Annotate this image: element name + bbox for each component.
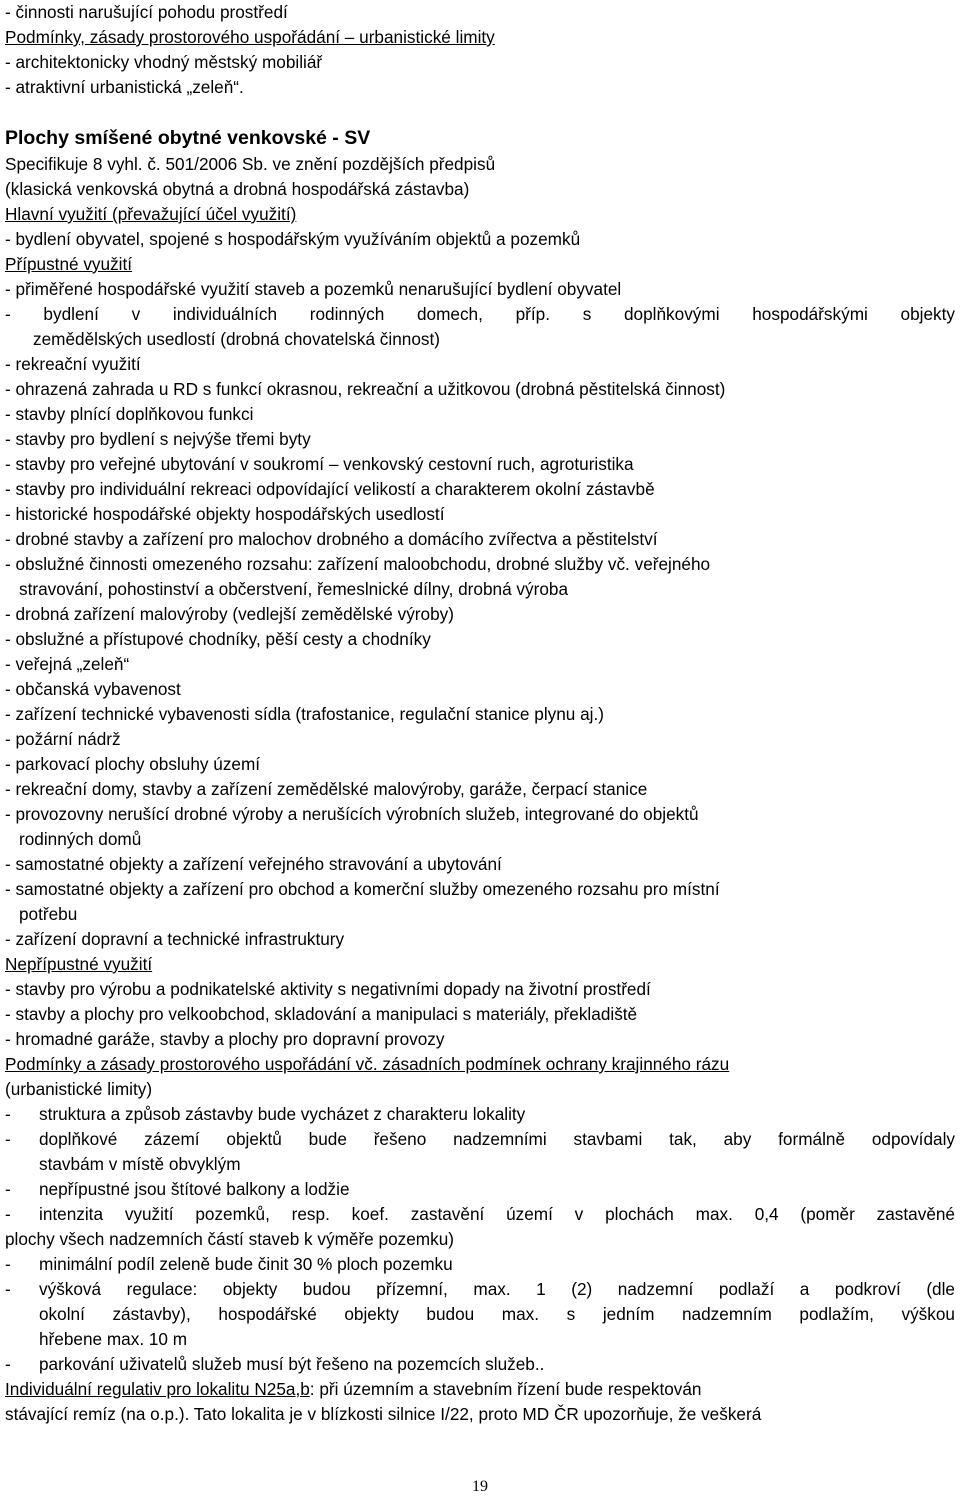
list-item: - drobná zařízení malovýroby (vedlejší zemědělské výroby) [5,604,454,624]
list-dash: - [5,1254,11,1274]
list-item: - parkovací plochy obsluhy území [5,754,261,774]
list-item-continuation: zemědělských usedlostí (drobná chovatelská činnost) [33,329,440,349]
list-dash: - [5,1104,11,1124]
list-item: - zařízení technické vybavenosti sídla (trafostanice, regulační stanice plynu aj.) [5,704,604,724]
list-item-text: výšková regulace: objekty budou přízemní, max. 1 (2) nadzemní podlaží a podkroví (dle [39,1279,955,1299]
list-dash [5,1327,39,1352]
conditions-heading: Podmínky a zásady prostorového uspořádání vč. zásadních podmínek ochrany krajinného rázu [5,1054,730,1074]
list-item: - bydlení v individuálních rodinných domech, příp. s doplňkovými hospodářskými objekty [5,304,955,324]
list-item: - přiměřené hospodářské využití staveb a pozemků nenarušující bydlení obyvatel [5,279,622,299]
list-item-continuation: potřebu [19,904,78,924]
list-dash [5,1302,39,1327]
list-item [5,1327,955,1352]
list-item: - stavby pro veřejné ubytování v soukromí – venkovský cestovní ruch, agroturistika [5,454,634,474]
list-item: - provozovny nerušící drobné výroby a nerušících výrobních služeb, integrované do objektů [5,804,699,824]
list-item [5,1127,955,1152]
list-item-text: doplňkové zázemí objektů bude řešeno nadzemními stavbami tak, aby formálně odpovídaly [39,1129,955,1149]
list-item-text: parkování uživatelů služeb musí být řešeno na pozemcích služeb.. [39,1354,545,1374]
spec-line: (klasická venkovská obytná a drobná hospodářská zástavba) [5,179,470,199]
spacer [5,100,955,125]
prohibited-heading: Nepřípustné využití [5,954,153,974]
regulative-heading: Individuální regulativ pro lokalitu N25a,b [5,1379,310,1399]
list-item: - stavby a plochy pro velkoobchod, skladování a manipulaci s materiály, překladiště [5,1004,638,1024]
list-item-continuation: plochy všech nadzemních částí staveb k výměře pozemku) [5,1229,454,1249]
permitted-heading: Přípustné využití [5,254,133,274]
list-item: - zařízení dopravní a technické infrastruktury [5,929,345,949]
regulative-text: : při územním a stavebním řízení bude respektován [309,1379,702,1399]
list-item [5,1152,955,1177]
list-item-text: hřebene max. 10 m [39,1329,188,1349]
regulative-line: stávající remíz (na o.p.). Tato lokalita je v blízkosti silnice I/22, proto MD ČR upozorňuje, že veškerá [5,1404,762,1424]
list-item [5,1252,955,1277]
list-item [5,1302,955,1327]
list-item: - rekreační využití [5,354,141,374]
list-item [5,1202,955,1227]
text-line: - architektonicky vhodný městský mobiliář [5,52,323,72]
regulative-line [5,1377,955,1402]
list-item: - historické hospodářské objekty hospodářských usedlostí [5,504,445,524]
subsection-heading: Podmínky, zásady prostorového uspořádání – urbanistické limity [5,27,495,47]
list-item-text: nepřípustné jsou štítové balkony a lodžie [39,1179,350,1199]
list-item: - občanská vybavenost [5,679,181,699]
list-item: - veřejná „zeleň“ [5,654,130,674]
list-dash [5,1152,39,1177]
list-item-text: struktura a způsob zástavby bude vycházet z charakteru lokality [39,1104,526,1124]
list-item: - samostatné objekty a zařízení veřejného stravování a ubytování [5,854,502,874]
list-dash: - [5,1129,11,1149]
list-dash: - [5,1179,11,1199]
list-dash: - [5,1204,11,1224]
list-item [5,1177,955,1202]
list-item: - samostatné objekty a zařízení pro obchod a komerční služby omezeného rozsahu pro místní [5,879,720,899]
list-item [5,1352,955,1377]
list-item: - obslužné a přístupové chodníky, pěší cesty a chodníky [5,629,431,649]
section-heading: Plochy smíšené obytné venkovské - SV [5,127,371,149]
list-item-continuation: rodinných domů [19,829,142,849]
list-item-continuation: stravování, pohostinství a občerstvení, řemeslnické dílny, drobná výroba [19,579,569,599]
conditions-subheading: (urbanistické limity) [5,1079,153,1099]
list-item: - stavby pro individuální rekreaci odpovídající velikostí a charakterem okolní zástavbě [5,479,655,499]
list-dash: - [5,1279,11,1299]
list-dash: - [5,1354,11,1374]
page-number: 19 [472,1478,488,1495]
text-line: - atraktivní urbanistická „zeleň“. [5,77,244,97]
document-body [5,0,955,1427]
list-item-text: minimální podíl zeleně bude činit 30 % ploch pozemku [39,1254,453,1274]
list-item: - bydlení obyvatel, spojené s hospodářským využíváním objektů a pozemků [5,229,581,249]
main-use-heading: Hlavní využití (převažující účel využití) [5,204,297,224]
list-item-text: stavbám v místě obvyklým [39,1154,241,1174]
list-item [5,1102,955,1127]
list-item [5,1277,955,1302]
list-item: - stavby pro bydlení s nejvýše třemi byty [5,429,311,449]
text-line: - činnosti narušující pohodu prostředí [5,2,288,22]
list-item: - požární nádrž [5,729,121,749]
list-item: - ohrazená zahrada u RD s funkcí okrasnou, rekreační a užitkovou (drobná pěstitelská činnost) [5,379,726,399]
list-item-text: okolní zástavby), hospodářské objekty budou max. s jedním nadzemním podlažím, výškou [39,1304,955,1324]
list-item: - stavby plnící doplňkovou funkci [5,404,254,424]
list-item-text: intenzita využití pozemků, resp. koef. zastavění území v plochách max. 0,4 (poměr zastavěné [39,1204,955,1224]
list-item: - hromadné garáže, stavby a plochy pro dopravní provozy [5,1029,445,1049]
spec-line: Specifikuje 8 vyhl. č. 501/2006 Sb. ve znění pozdějších předpisů [5,154,496,174]
list-item: - drobné stavby a zařízení pro malochov drobného a domácího zvířectva a pěstitelství [5,529,658,549]
list-item: - obslužné činnosti omezeného rozsahu: zařízení maloobchodu, drobné služby vč. veřejného [5,554,711,574]
list-item: - stavby pro výrobu a podnikatelské aktivity s negativními dopady na životní prostředí [5,979,651,999]
list-item: - rekreační domy, stavby a zařízení zemědělské malovýroby, garáže, čerpací stanice [5,779,648,799]
